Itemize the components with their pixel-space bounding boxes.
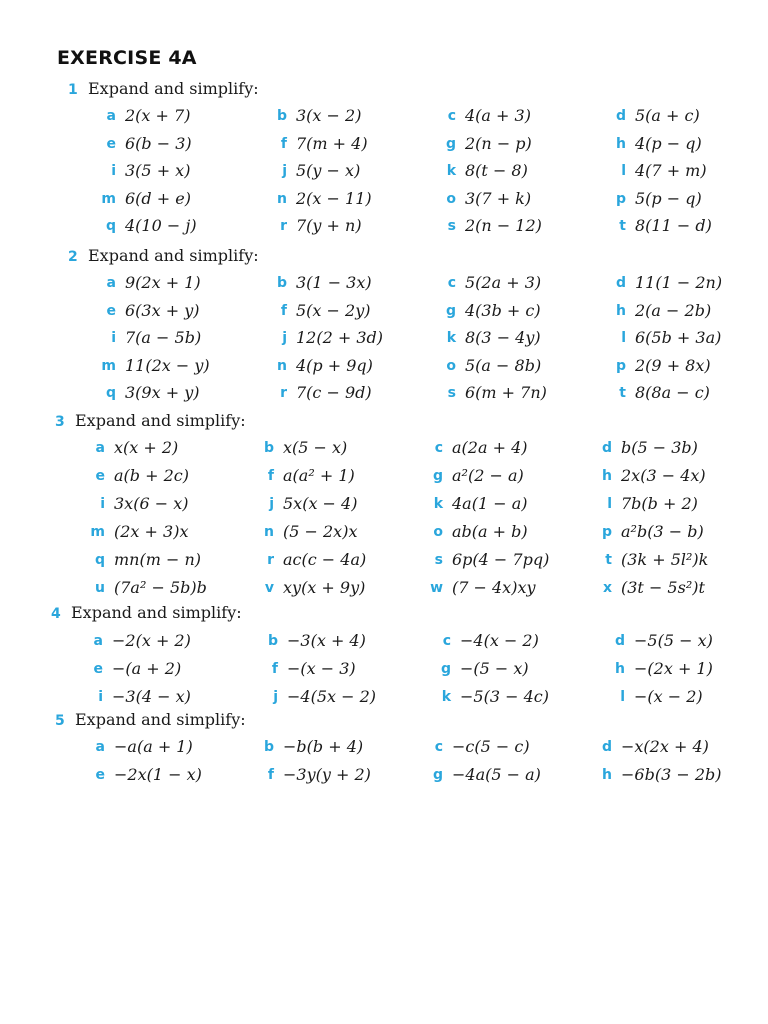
part-label: g	[440, 661, 451, 677]
question-5-part-g	[432, 764, 541, 786]
part-label: j	[282, 330, 287, 347]
math-expression: (5 − 2x)x	[283, 522, 358, 541]
question-5-part-b	[263, 736, 364, 758]
part-label: c	[447, 108, 456, 124]
part-label: x	[602, 580, 612, 596]
part-label: t	[619, 385, 626, 402]
question-1-part-m	[101, 188, 191, 210]
exercise-title: EXERCISE 4A	[57, 47, 197, 69]
part-label: b	[276, 108, 287, 124]
question-3-part-c	[434, 437, 528, 459]
part-label: b	[263, 739, 274, 755]
math-expression: 5(a + c)	[635, 106, 700, 125]
part-label: j	[273, 689, 278, 705]
part-label: k	[433, 496, 443, 512]
part-label: s	[447, 218, 456, 235]
question-2-part-e	[106, 300, 200, 322]
math-expression: 3(5 + x)	[125, 161, 191, 181]
math-expression: 12(2 + 3d)	[296, 328, 384, 348]
part-label: i	[100, 496, 105, 512]
math-expression: 11(2x − y)	[125, 355, 210, 375]
part-label: i	[111, 330, 116, 347]
math-expression: 5x(x − 4)	[283, 494, 358, 513]
question-5-part-c	[434, 736, 530, 758]
math-expression: −c(5 − c)	[452, 737, 530, 756]
question-3-heading	[55, 410, 246, 432]
part-label: a	[93, 633, 103, 649]
question-4-part-d	[614, 630, 713, 652]
question-3-part-s	[434, 549, 550, 571]
math-expression: 2(x − 11)	[296, 188, 372, 208]
math-expression: 4a(1 − a)	[452, 494, 528, 513]
math-expression: −5(5 − x)	[634, 631, 713, 650]
math-expression: 7(m + 4)	[296, 133, 368, 153]
math-expression: −4a(5 − a)	[452, 764, 541, 784]
part-label: r	[267, 552, 274, 568]
math-expression: −(x − 3)	[287, 659, 356, 678]
part-label: d	[615, 108, 626, 124]
math-expression: 6(m + 7n)	[465, 383, 547, 403]
question-4-part-k	[441, 686, 549, 708]
part-label: l	[621, 163, 626, 180]
question-instruction: Expand and simplify:	[88, 79, 259, 98]
question-4-part-e	[93, 658, 182, 680]
math-expression: b(5 − 3b)	[621, 438, 698, 457]
part-label: t	[619, 218, 626, 235]
part-label: c	[434, 440, 443, 456]
question-number: 3	[55, 414, 65, 430]
math-expression: (2x + 3)x	[114, 522, 189, 541]
question-number: 2	[68, 249, 78, 265]
question-2-heading	[68, 245, 259, 267]
math-expression: a(a² + 1)	[283, 466, 355, 485]
part-label: g	[445, 135, 456, 152]
question-4-part-l	[620, 686, 703, 708]
question-2-part-g	[445, 300, 541, 322]
math-expression: 8(3 − 4y)	[465, 328, 541, 348]
question-1-part-q	[105, 215, 197, 237]
question-4-part-h	[615, 658, 713, 680]
part-label: a	[106, 275, 116, 291]
question-1-part-n	[277, 188, 372, 210]
math-expression: 3(1 − 3x)	[296, 273, 372, 292]
part-label: n	[277, 190, 287, 207]
question-5-part-d	[601, 736, 709, 758]
math-expression: 8(11 − d)	[635, 216, 712, 236]
question-3-part-j	[269, 493, 358, 515]
part-label: a	[106, 108, 116, 124]
question-4-part-b	[267, 630, 366, 652]
question-3-part-x	[602, 577, 705, 599]
question-2-part-i	[111, 327, 202, 349]
math-expression: −(a + 2)	[112, 659, 182, 678]
math-expression: mn(m − n)	[114, 550, 202, 569]
math-expression: 7b(b + 2)	[621, 494, 698, 513]
question-2-part-r	[280, 382, 372, 404]
question-1-part-s	[447, 215, 542, 237]
question-3-part-f	[267, 465, 355, 487]
part-label: d	[601, 739, 612, 755]
part-label: o	[446, 357, 456, 374]
part-label: q	[105, 218, 116, 235]
question-1-heading	[68, 78, 259, 100]
math-expression: a(b + 2c)	[114, 466, 189, 485]
question-5-part-h	[602, 764, 722, 786]
question-4-part-a	[93, 630, 191, 652]
question-1-part-l	[621, 160, 707, 182]
question-4-part-c	[442, 630, 539, 652]
part-label: h	[616, 135, 626, 152]
question-1-part-i	[111, 160, 191, 182]
question-1-part-t	[619, 215, 712, 237]
math-expression: −5(3 − 4c)	[460, 687, 549, 706]
question-4-heading	[51, 602, 242, 624]
question-4-part-f	[271, 658, 356, 680]
question-2-part-j	[282, 327, 384, 349]
part-label: o	[433, 524, 443, 540]
math-expression: 9(2x + 1)	[125, 273, 201, 292]
part-label: h	[602, 766, 612, 783]
math-expression: 2(a − 2b)	[635, 300, 712, 320]
question-number: 4	[51, 606, 61, 622]
math-expression: 8(8a − c)	[635, 383, 710, 403]
question-3-part-t	[605, 549, 709, 571]
math-expression: −2(x + 2)	[112, 631, 191, 650]
math-expression: 4(p − q)	[635, 133, 702, 153]
part-label: h	[616, 302, 626, 319]
part-label: i	[111, 163, 116, 180]
question-1-part-a	[106, 105, 191, 127]
part-label: s	[447, 385, 456, 402]
math-expression: x(x + 2)	[114, 438, 179, 457]
part-label: j	[282, 163, 287, 180]
part-label: o	[446, 190, 456, 207]
part-label: f	[267, 468, 274, 484]
math-expression: 5(y − x)	[296, 161, 361, 181]
question-3-part-q	[94, 549, 202, 571]
question-1-part-d	[615, 105, 700, 127]
part-label: c	[434, 739, 443, 755]
math-expression: 11(1 − 2n)	[635, 273, 723, 292]
math-expression: −a(a + 1)	[114, 737, 193, 756]
part-label: e	[106, 135, 116, 152]
question-5-part-f	[267, 764, 371, 786]
math-expression: 6p(4 − 7pq)	[452, 550, 550, 569]
math-expression: −(x − 2)	[634, 687, 703, 706]
question-2-part-a	[106, 272, 201, 294]
math-expression: −4(5x − 2)	[287, 687, 377, 706]
question-3-part-r	[267, 549, 367, 571]
part-label: f	[280, 135, 287, 152]
part-label: v	[264, 580, 274, 596]
part-label: l	[620, 689, 625, 705]
question-1-part-j	[282, 160, 361, 182]
math-expression: −4(x − 2)	[460, 631, 539, 650]
math-expression: −(2x + 1)	[634, 659, 713, 678]
question-3-part-a	[95, 437, 179, 459]
part-label: b	[276, 275, 287, 291]
math-expression: 4(7 + m)	[635, 161, 707, 181]
part-label: g	[432, 766, 443, 783]
math-expression: 4(10 − j)	[125, 216, 197, 236]
question-3-part-n	[264, 521, 358, 543]
question-1-part-c	[447, 105, 531, 127]
part-label: p	[615, 190, 626, 207]
question-2-part-s	[447, 382, 547, 404]
math-expression: 6(b − 3)	[125, 133, 192, 153]
part-label: p	[615, 357, 626, 374]
part-label: u	[95, 580, 105, 596]
question-1-part-p	[615, 188, 702, 210]
part-label: m	[90, 524, 105, 540]
part-label: h	[602, 468, 612, 484]
question-2-part-d	[615, 272, 723, 294]
question-2-part-m	[101, 355, 210, 377]
question-2-part-o	[446, 355, 542, 377]
question-2-part-h	[616, 300, 712, 322]
math-expression: 3(9x + y)	[125, 383, 200, 403]
question-1-part-g	[445, 133, 532, 155]
question-1-part-e	[106, 133, 192, 155]
part-label: c	[447, 275, 456, 291]
question-3-part-p	[601, 521, 704, 543]
math-expression: xy(x + 9y)	[283, 578, 366, 597]
question-4-part-g	[440, 658, 529, 680]
part-label: e	[106, 302, 116, 319]
part-label: r	[280, 218, 287, 235]
question-4-part-j	[273, 686, 377, 708]
part-label: p	[601, 524, 612, 540]
question-2-part-b	[276, 272, 372, 294]
part-label: k	[441, 689, 451, 705]
math-expression: a²b(3 − b)	[621, 522, 704, 541]
question-1-part-h	[616, 133, 702, 155]
question-3-part-l	[607, 493, 698, 515]
math-expression: a²(2 − a)	[452, 466, 524, 485]
math-expression: 5(a − 8b)	[465, 355, 542, 375]
math-expression: 5(x − 2y)	[296, 300, 371, 320]
question-instruction: Expand and simplify:	[88, 246, 259, 265]
question-5-part-a	[95, 736, 193, 758]
math-expression: 4(a + 3)	[465, 106, 531, 125]
question-number: 1	[68, 82, 78, 98]
part-label: j	[269, 496, 274, 512]
math-expression: 3(x − 2)	[296, 106, 362, 125]
math-expression: (7a² − 5b)b	[114, 578, 207, 597]
math-expression: 6(5b + 3a)	[635, 328, 722, 348]
question-2-part-q	[105, 382, 200, 404]
question-1-part-r	[280, 215, 362, 237]
question-3-part-e	[95, 465, 189, 487]
question-2-part-l	[621, 327, 722, 349]
question-instruction: Expand and simplify:	[75, 411, 246, 430]
math-expression: −6b(3 − 2b)	[621, 764, 722, 784]
part-label: m	[101, 357, 116, 374]
math-expression: −3(4 − x)	[112, 687, 191, 706]
part-label: q	[94, 552, 105, 568]
question-3-part-v	[264, 577, 366, 599]
part-label: l	[607, 496, 612, 512]
math-expression: 7(a − 5b)	[125, 328, 202, 348]
math-expression: 6(3x + y)	[125, 300, 200, 320]
question-2-part-k	[446, 327, 541, 349]
math-expression: 8(t − 8)	[465, 161, 528, 181]
question-3-part-h	[602, 465, 706, 487]
question-1-part-f	[280, 133, 368, 155]
part-label: k	[446, 330, 456, 347]
part-label: k	[446, 163, 456, 180]
math-expression: −b(b + 4)	[283, 737, 364, 756]
math-expression: 7(y + n)	[296, 216, 362, 236]
math-expression: 4(3b + c)	[465, 300, 541, 320]
math-expression: (3k + 5l²)k	[621, 550, 709, 569]
math-expression: 4(p + 9q)	[296, 355, 373, 375]
part-label: t	[605, 552, 612, 568]
part-label: g	[432, 468, 443, 484]
part-label: e	[95, 468, 105, 484]
part-label: i	[98, 689, 103, 705]
part-label: f	[271, 661, 278, 677]
part-label: h	[615, 661, 625, 677]
part-label: f	[267, 766, 274, 783]
part-label: a	[95, 440, 105, 456]
part-label: b	[263, 440, 274, 456]
question-2-part-t	[619, 382, 710, 404]
math-expression: 2x(3 − 4x)	[621, 466, 706, 485]
question-1-part-o	[446, 188, 532, 210]
question-3-part-i	[100, 493, 189, 515]
question-3-part-b	[263, 437, 348, 459]
part-label: c	[442, 633, 451, 649]
math-expression: 3(7 + k)	[465, 188, 532, 208]
part-label: e	[93, 661, 103, 677]
part-label: r	[280, 385, 287, 402]
math-expression: 5(2a + 3)	[465, 273, 542, 292]
question-5-part-e	[95, 764, 202, 786]
question-3-part-o	[433, 521, 528, 543]
part-label: s	[434, 552, 443, 568]
math-expression: a(2a + 4)	[452, 438, 528, 457]
question-1-part-b	[276, 105, 362, 127]
question-2-part-p	[615, 355, 711, 377]
question-4-part-i	[98, 686, 191, 708]
question-3-part-g	[432, 465, 524, 487]
question-number: 5	[55, 713, 65, 729]
part-label: d	[601, 440, 612, 456]
question-3-part-d	[601, 437, 698, 459]
math-expression: (3t − 5s²)t	[621, 578, 705, 597]
question-instruction: Expand and simplify:	[75, 710, 246, 729]
question-1-part-k	[446, 160, 528, 182]
math-expression: −(5 − x)	[460, 659, 529, 678]
question-instruction: Expand and simplify:	[71, 603, 242, 622]
part-label: q	[105, 385, 116, 402]
part-label: w	[430, 580, 443, 596]
math-expression: −3(x + 4)	[287, 631, 366, 650]
part-label: e	[95, 766, 105, 783]
part-label: m	[101, 190, 116, 207]
math-expression: 7(c − 9d)	[296, 383, 372, 403]
math-expression: 3x(6 − x)	[114, 494, 189, 513]
question-2-part-n	[277, 355, 373, 377]
math-expression: ac(c − 4a)	[283, 550, 367, 569]
question-2-part-f	[280, 300, 371, 322]
part-label: n	[277, 357, 287, 374]
math-expression: x(5 − x)	[283, 438, 348, 457]
math-expression: (7 − 4x)xy	[452, 578, 536, 597]
part-label: b	[267, 633, 278, 649]
math-expression: −2x(1 − x)	[114, 764, 202, 784]
part-label: l	[621, 330, 626, 347]
question-2-part-c	[447, 272, 542, 294]
part-label: n	[264, 524, 274, 540]
question-5-heading	[55, 709, 246, 731]
part-label: a	[95, 739, 105, 755]
math-expression: −x(2x + 4)	[621, 737, 709, 756]
part-label: f	[280, 302, 287, 319]
question-3-part-w	[430, 577, 536, 599]
math-expression: −3y(y + 2)	[283, 764, 371, 784]
math-expression: 2(n − p)	[465, 133, 532, 153]
part-label: d	[615, 275, 626, 291]
part-label: g	[445, 302, 456, 319]
part-label: d	[614, 633, 625, 649]
math-expression: 2(9 + 8x)	[635, 355, 711, 375]
question-3-part-u	[95, 577, 207, 599]
question-3-part-m	[90, 521, 189, 543]
math-expression: 6(d + e)	[125, 188, 191, 208]
math-expression: 2(n − 12)	[465, 216, 542, 236]
math-expression: 5(p − q)	[635, 188, 702, 208]
math-expression: ab(a + b)	[452, 522, 528, 541]
math-expression: 2(x + 7)	[125, 106, 191, 125]
question-3-part-k	[433, 493, 528, 515]
